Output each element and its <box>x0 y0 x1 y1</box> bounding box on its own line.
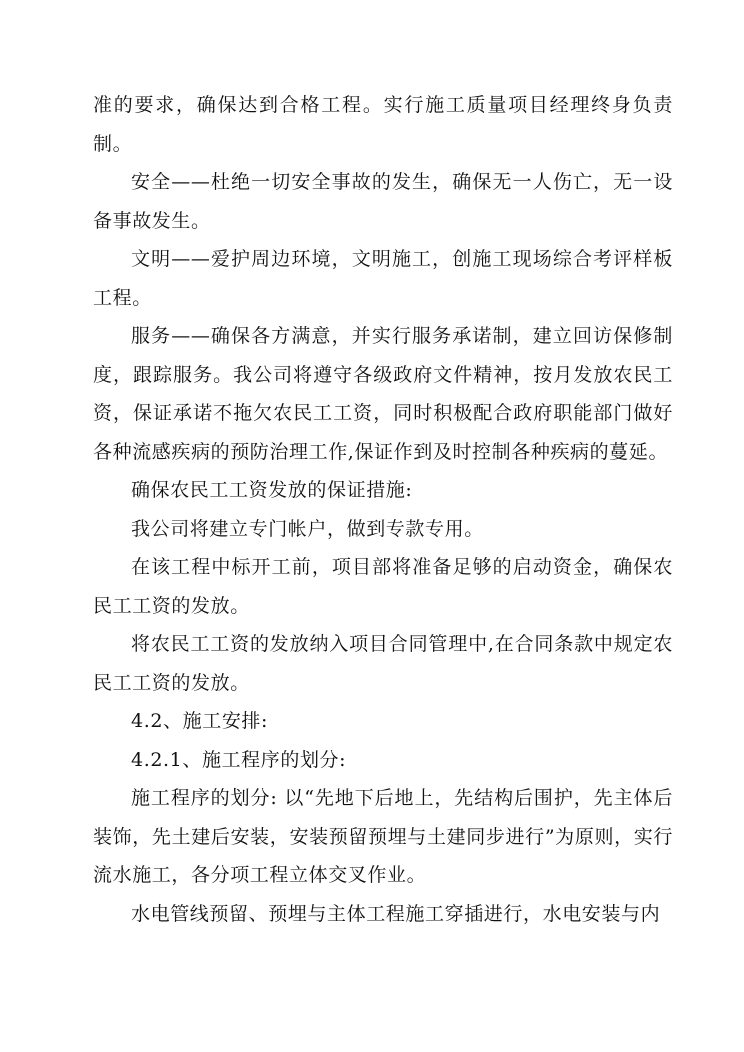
paragraph-safety: 安全——杜绝一切安全事故的发生，确保无一人伤亡，无一设备事故发生。 <box>93 171 673 232</box>
paragraph-service: 服务——确保各方满意，并实行服务承诺制，建立回访保修制度，跟踪服务。我公司将遵守各级政府文件精神，按月发放农民工资，保证承诺不拖欠农民工工资，同时积极配合政府职能部门做好各种流感疾病的预防治理工作,保证作到及时控制各种疾病的蔓延。 <box>93 325 673 463</box>
paragraph-contract-management: 将农民工工资的发放纳入项目合同管理中,在合同条款中规定农民工工资的发放。 <box>93 633 673 694</box>
section-heading-4-2-1: 4.2.1、施工程序的划分: <box>131 748 347 771</box>
paragraph-plumbing-electrical: 水电管线预留、预埋与主体工程施工穿插进行，水电安装与内 <box>131 902 661 925</box>
paragraph-construction-sequence: 施工程序的划分: 以“先地下后地上，先结构后围护，先主体后装饰，先土建后安装，安装预留预埋与土建同步进行”为原则，实行流水施工，各分项工程立体交叉作业。 <box>93 787 673 886</box>
paragraph-wage-measures-heading: 确保农民工工资发放的保证措施: <box>131 479 413 501</box>
document-body <box>93 86 673 933</box>
paragraph-civility: 文明——爱护周边环境，文明施工，创施工现场综合考评样板工程。 <box>93 248 673 309</box>
paragraph-quality-continuation: 准的要求，确保达到合格工程。实行施工质量项目经理终身负责制。 <box>93 94 673 155</box>
paragraph-dedicated-account: 我公司将建立专门帐户，做到专款专用。 <box>131 517 484 540</box>
paragraph-startup-funds: 在该工程中标开工前，项目部将准备足够的启动资金，确保农民工工资的发放。 <box>93 556 673 617</box>
section-heading-4-2: 4.2、施工安排: <box>131 710 269 732</box>
